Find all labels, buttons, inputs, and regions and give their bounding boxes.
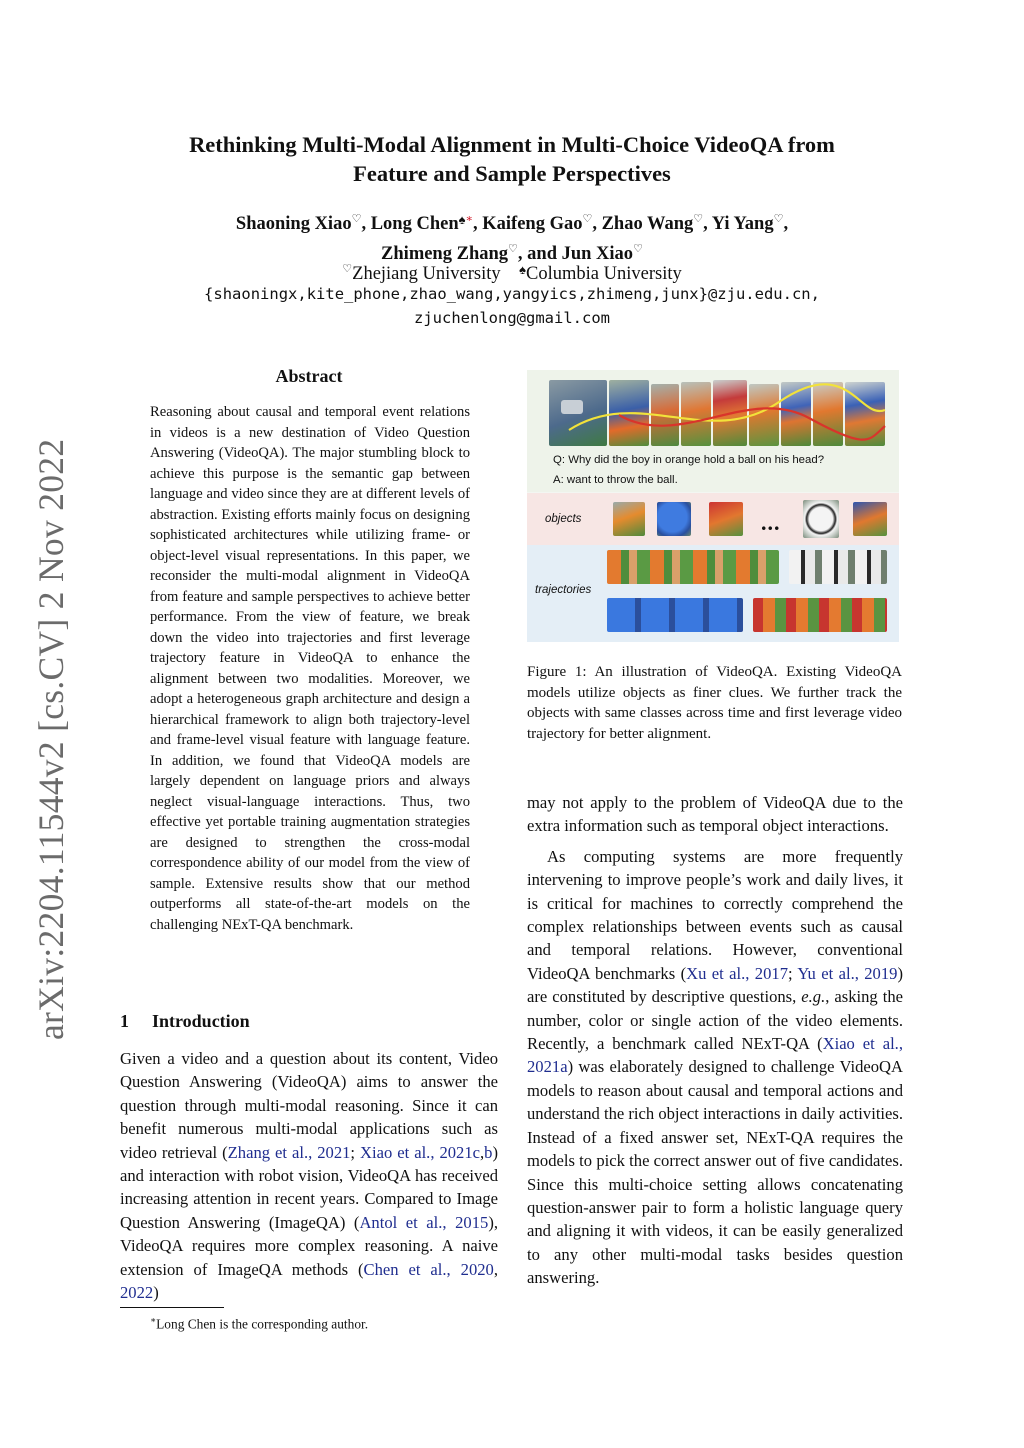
heart-mark: ♡ <box>693 213 704 225</box>
citation-link[interactable]: Yu et al., 2019 <box>797 963 898 983</box>
figure-answer: A: want to throw the ball. <box>553 474 678 486</box>
footnote-rule <box>120 1307 224 1308</box>
text-run: ) and interaction with robot vision, VideoQA has received increasing attention in recent years. Compared to Image Question Answering (ImageQA) ( <box>120 1142 498 1232</box>
heart-mark: ♡ <box>508 243 518 255</box>
title-line-1: Rethinking Multi-Modal Alignment in Multi-Choice VideoQA from <box>189 132 835 157</box>
intro-column-left <box>120 1047 498 1304</box>
footnote <box>150 1311 368 1333</box>
text-run: , <box>480 1142 485 1162</box>
object-crop <box>657 502 691 536</box>
text-run-italic: e.g. <box>801 987 826 1007</box>
intro-paragraph-1-continued: may not apply to the problem of VideoQA due to the extra information such as temporal object interactions. <box>527 793 903 836</box>
affiliation-zju: Zhejiang University <box>352 264 501 284</box>
text-run: ), VideoQA requires more complex reasoning. A naive extension of ImageQA methods ( <box>120 1212 498 1279</box>
heart-mark: ♡ <box>351 213 362 225</box>
figure-1 <box>527 370 899 642</box>
author-name: Yi Yang <box>711 214 774 234</box>
intro-paragraph-1 <box>120 1047 498 1304</box>
email-line-2: zjuchenlong@gmail.com <box>414 309 610 327</box>
citation-link[interactable]: Xiao et al., 2021a <box>527 1034 903 1077</box>
section-title: Introduction <box>152 1011 250 1031</box>
yellow-trajectory-curve <box>569 384 885 430</box>
footnote-text: Long Chen is the corresponding author. <box>156 1316 369 1332</box>
spade-mark: ♠ <box>519 262 527 277</box>
object-crop <box>709 502 743 536</box>
intro-column-right <box>527 791 903 1290</box>
heart-mark: ♡ <box>773 213 784 225</box>
trajectory-strip-boy-2 <box>753 598 887 632</box>
objects-label: objects <box>545 513 582 525</box>
citation-link[interactable]: Chen et al., 2020 <box>363 1259 494 1279</box>
heart-mark: ♡ <box>633 243 643 255</box>
abstract-body: Reasoning about causal and temporal event relations in videos is a new destination of Video Question Answering (VideoQA). The major stumbling block to achieve this purpose is the semantic gap between language and video since they are at different levels of abstraction. Existing efforts mainly focus on designing sophisticated architectures while utilizing frame- or object-level visual representations. In this paper, we reconsider the multi-modal alignment in VideoQA from feature and sample perspectives to achieve better performance. From the view of feature, we break down the video into trajectories and first leverage trajectory feature in VideoQA to enhance the alignment between two modalities. Moreover, we adopt a heterogeneous graph architecture and design a hierarchical framework to align both trajectory-level and frame-level visual feature with language feature. In addition, we found that VideoQA models are largely dependent on language priors and always neglect visual-language interactions. Thus, two effective yet portable training augmentation strategies are designed to strengthen the cross-modal correspondence ability of our model from the view of sample. Extensive results show that our method outperforms all state-of-the-art models on the challenging NExT-QA benchmark. <box>150 404 470 933</box>
figure-question: Q: Why did the boy in orange hold a ball on his head? <box>553 454 825 466</box>
citation-link[interactable]: Xu et al., 2017 <box>686 963 788 983</box>
text-run: ) are constituted by descriptive questions, <box>527 963 903 1007</box>
citation-link[interactable]: Xiao et al., 2021c <box>360 1142 481 1162</box>
heart-mark: ♡ <box>582 213 593 225</box>
trajectories-label: trajectories <box>535 584 592 596</box>
author-emails <box>0 282 1024 330</box>
author-name: Zhao Wang <box>601 214 694 234</box>
figure-caption: Figure 1: An illustration of VideoQA. Existing VideoQA models utilize objects as finer clues. We further track the objects with same classes across time and first leverage video trajectory for better alignment. <box>527 664 902 742</box>
affiliation-columbia: Columbia University <box>526 264 682 284</box>
ellipsis: ... <box>761 510 781 535</box>
section-heading-introduction <box>120 1011 250 1032</box>
author-line-1: Shaoning Xiao♡, Long Chen♠∗, Kaifeng Gao♡, Zhao Wang♡, Yi Yang♡, <box>235 212 789 234</box>
author-name: Long Chen <box>370 214 459 234</box>
object-crop <box>803 500 839 538</box>
citation-link[interactable]: Antol et al., 2015 <box>359 1212 489 1232</box>
intro-paragraph-2 <box>527 845 903 1290</box>
author-name: and Jun Xiao <box>527 244 634 264</box>
citation-link[interactable]: 2022 <box>120 1283 154 1303</box>
red-trajectory-curve <box>619 408 885 439</box>
text-run: Given a video and a question about its content, Video Question Answering (VideoQA) aims to answer the question through multi-modal reasoning. Since it can benefit numerous multi-modal applications such as video retrieval ( <box>120 1049 498 1162</box>
object-crop <box>853 502 887 536</box>
citation-link[interactable]: Zhang et al., 2021 <box>227 1142 351 1162</box>
text-run: , asking the number, color or single action of the video elements. Recently, a benchmark called NExT-QA ( <box>527 987 904 1054</box>
trajectory-curves <box>549 380 889 446</box>
section-number: 1 <box>120 1011 129 1031</box>
footnote-mark: ∗ <box>150 1315 157 1325</box>
trajectory-strip-soccer-ball <box>789 550 887 584</box>
citation-link[interactable]: b <box>484 1142 493 1162</box>
title-line-2: Feature and Sample Perspectives <box>353 161 671 186</box>
author-name: Zhimeng Zhang <box>381 244 509 264</box>
object-crop <box>613 502 645 536</box>
author-name: Kaifeng Gao <box>482 214 583 234</box>
author-line-2: Zhimeng Zhang♡, and Jun Xiao♡ <box>381 243 643 264</box>
corresponding-mark: ∗ <box>465 213 473 225</box>
text-run: ; <box>788 963 798 983</box>
text-run: As computing systems are more frequently intervening to improve people’s work and daily lives, it is critical for machines to correctly comprehend the complex relationships between events such as causal and temporal relations. However, conventional VideoQA benchmarks ( <box>527 846 903 983</box>
trajectory-strip-boy <box>607 550 779 584</box>
heart-mark: ♡ <box>342 263 353 275</box>
trajectory-strip-blue-ball <box>607 598 743 632</box>
text-run: ; <box>350 1142 361 1162</box>
abstract-heading: Abstract <box>275 366 343 386</box>
author-name: Shaoning Xiao <box>235 214 352 234</box>
spade-mark: ♠ <box>458 212 466 227</box>
arxiv-identifier: arXiv:2204.11544v2 [cs.CV] 2 Nov 2022 <box>31 438 71 1040</box>
text-run: ) was elaborately designed to challenge VideoQA models to reason about causal and temporal actions and understand the rich object interactions in daily activities. Instead of a fixed answer set, NExT-QA requires the models to pick the correct answer out of five candidates. Since this multi-choice setting allows concatenating question-answer pair to form a holistic language query and aligning it with videos, it can be easily generalized to any other multi-modal tasks besides question answering. <box>527 1057 904 1288</box>
paper-title <box>0 130 1024 188</box>
text-run: ) <box>153 1283 159 1303</box>
text-run: , <box>493 1259 498 1279</box>
email-line-1: {shaoningx,kite_phone,zhao_wang,yangyics,zhimeng,junx}@zju.edu.cn, <box>204 285 820 303</box>
